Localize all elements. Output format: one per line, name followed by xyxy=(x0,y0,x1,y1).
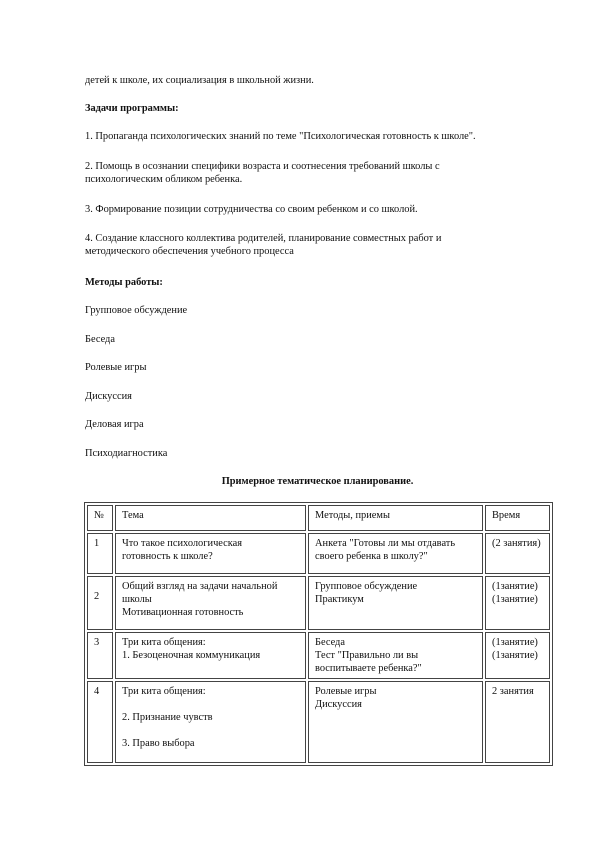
row-methods xyxy=(308,533,483,574)
intro-line: детей к школе, их социализация в школьной жизни. xyxy=(85,75,314,86)
topic-line: Мотивационная готовность xyxy=(122,607,244,618)
task-item-4-line-1: 4. Создание классного коллектива родителей, планирование совместных работ и xyxy=(85,233,442,244)
row-time xyxy=(485,681,550,763)
table-row xyxy=(87,576,550,630)
methods-line: Практикум xyxy=(315,594,364,605)
task-item-3: 3. Формирование позиции сотрудничества со своим ребенком и со школой. xyxy=(85,204,418,215)
table-caption: Примерное тематическое планирование. xyxy=(221,476,414,487)
task-item-4 xyxy=(85,232,555,258)
time-line: 2 занятия xyxy=(492,686,534,697)
tasks-heading: Задачи программы: xyxy=(85,103,179,114)
row-time xyxy=(485,576,550,630)
topic-line: 3. Право выбора xyxy=(122,738,195,749)
methods-line: воспитываете ребенка?" xyxy=(315,663,422,674)
table-header-row xyxy=(87,505,550,531)
table-row xyxy=(87,632,550,679)
method-item: Групповое обсуждение xyxy=(85,305,188,316)
methods-line: Анкета "Готовы ли мы отдавать xyxy=(315,538,456,549)
row-number xyxy=(87,576,113,630)
row-topic xyxy=(115,632,306,679)
row-number-text: 2 xyxy=(94,591,100,602)
task-item-2-line-2: психологическим обликом ребенка. xyxy=(85,174,243,185)
row-topic xyxy=(115,576,306,630)
task-item-2-line-1: 2. Помощь в осознании специфики возраста и соотнесения требований школы с xyxy=(85,161,440,172)
topic-line: Три кита общения: xyxy=(122,637,206,648)
row-number xyxy=(87,632,113,679)
topic-line: Что такое психологическая xyxy=(122,538,243,549)
row-number-text: 4 xyxy=(94,686,100,697)
topic-line: Три кита общения: xyxy=(122,686,206,697)
topic-spacer xyxy=(122,724,300,737)
task-item-4-line-2: методического обеспечения учебного процесса xyxy=(85,246,294,257)
topic-line: школы xyxy=(122,594,152,605)
row-number-text: 3 xyxy=(94,637,100,648)
header-time: Время xyxy=(485,505,550,531)
topic-line: 2. Признание чувств xyxy=(122,712,213,723)
methods-line: Тест "Правильно ли вы xyxy=(315,650,419,661)
header-topic: Тема xyxy=(115,505,306,531)
topic-spacer xyxy=(122,698,300,711)
row-topic xyxy=(115,681,306,763)
row-time xyxy=(485,533,550,574)
time-line: (1занятие) xyxy=(492,637,538,648)
row-topic xyxy=(115,533,306,574)
method-item: Деловая игра xyxy=(85,419,144,430)
method-item: Психодиагностика xyxy=(85,448,168,459)
method-item: Ролевые игры xyxy=(85,362,147,373)
time-line: (1занятие) xyxy=(492,594,538,605)
task-item-1: 1. Пропаганда психологических знаний по теме "Психологическая готовность к школе". xyxy=(85,131,476,142)
row-number xyxy=(87,533,113,574)
row-time xyxy=(485,632,550,679)
row-number-text: 1 xyxy=(94,538,100,549)
method-item: Беседа xyxy=(85,334,115,345)
topic-line: Общий взгляд на задачи начальной xyxy=(122,581,278,592)
topic-line: готовность к школе? xyxy=(122,551,213,562)
methods-line: Беседа xyxy=(315,637,345,648)
time-line: (1занятие) xyxy=(492,650,538,661)
task-item-2 xyxy=(85,160,555,186)
time-line: (1занятие) xyxy=(492,581,538,592)
header-methods: Методы, приемы xyxy=(308,505,483,531)
row-methods xyxy=(308,576,483,630)
row-methods xyxy=(308,632,483,679)
methods-line: Ролевые игры xyxy=(315,686,377,697)
table-row xyxy=(87,681,550,763)
method-item: Дискуссия xyxy=(85,391,132,402)
planning-table xyxy=(84,502,553,766)
methods-line: своего ребенка в школу?" xyxy=(315,551,428,562)
header-number: № xyxy=(87,505,113,531)
row-methods xyxy=(308,681,483,763)
topic-line: 1. Безоценочная коммуникация xyxy=(122,650,261,661)
methods-line: Дискуссия xyxy=(315,699,362,710)
time-line: (2 занятия) xyxy=(492,538,541,549)
row-number xyxy=(87,681,113,763)
table-row xyxy=(87,533,550,574)
methods-line: Групповое обсуждение xyxy=(315,581,418,592)
methods-heading: Методы работы: xyxy=(85,277,163,288)
